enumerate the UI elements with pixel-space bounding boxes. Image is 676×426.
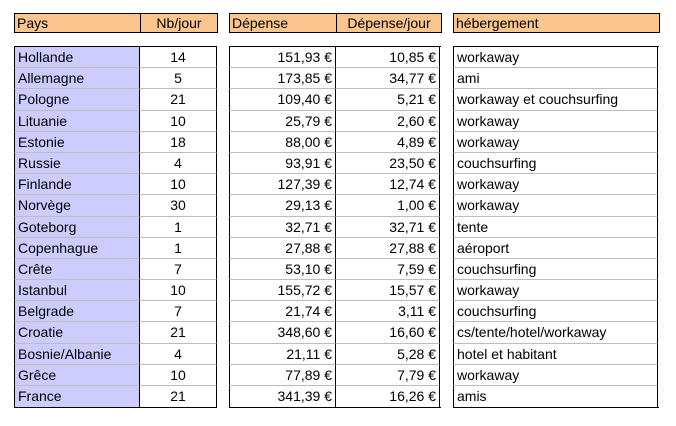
cell-nb-jour[interactable]: 10 xyxy=(140,365,217,386)
cell-depense[interactable]: 25,79 € xyxy=(229,111,336,132)
rows-middle xyxy=(229,46,441,408)
cell-depense[interactable]: 155,72 € xyxy=(229,280,336,301)
cell-depense[interactable]: 88,00 € xyxy=(229,132,336,153)
cell-depense-jour[interactable]: 4,89 € xyxy=(336,132,440,153)
cell-pays[interactable]: France xyxy=(14,386,140,407)
cell-hebergement[interactable]: workaway et couchsurfing xyxy=(453,89,658,110)
cell-hebergement[interactable]: workaway xyxy=(453,365,658,386)
cell-nb-jour[interactable]: 14 xyxy=(140,47,217,68)
cell-depense[interactable]: 21,74 € xyxy=(229,301,336,322)
cell-depense[interactable]: 29,13 € xyxy=(229,195,336,216)
header-row-right xyxy=(453,13,659,33)
cell-pays[interactable]: Istanbul xyxy=(14,280,140,301)
table-row-right xyxy=(453,259,659,280)
cell-pays[interactable]: Goteborg xyxy=(14,217,140,238)
table-row-right xyxy=(453,238,659,259)
cell-depense-jour[interactable]: 34,77 € xyxy=(336,68,440,89)
table-row-middle xyxy=(229,68,441,89)
table-row-left xyxy=(14,344,217,365)
cell-depense[interactable]: 77,89 € xyxy=(229,365,336,386)
table-row-right xyxy=(453,153,659,174)
cell-hebergement[interactable]: workaway xyxy=(453,280,658,301)
table-row-right xyxy=(453,174,659,195)
table-row-middle xyxy=(229,153,441,174)
table-row-left xyxy=(14,174,217,195)
table-row-left xyxy=(14,153,217,174)
table-row-middle xyxy=(229,259,441,280)
cell-hebergement[interactable]: couchsurfing xyxy=(453,259,658,280)
header-depense-jour[interactable]: Dépense/jour xyxy=(336,13,442,33)
cell-hebergement[interactable]: couchsurfing xyxy=(453,301,658,322)
cell-nb-jour[interactable]: 18 xyxy=(140,132,217,153)
rows-left xyxy=(14,46,217,408)
cell-pays[interactable]: Norvège xyxy=(14,195,140,216)
table-row-right xyxy=(453,386,659,407)
table-row-left xyxy=(14,217,217,238)
header-pays[interactable]: Pays xyxy=(14,13,141,33)
table-row-right xyxy=(453,217,659,238)
cell-pays[interactable]: Grêce xyxy=(14,365,140,386)
cell-hebergement[interactable]: couchsurfing xyxy=(453,153,658,174)
cell-depense-jour[interactable]: 15,57 € xyxy=(336,280,440,301)
cell-depense[interactable]: 27,88 € xyxy=(229,238,336,259)
table-row-left xyxy=(14,238,217,259)
cell-depense-jour[interactable]: 16,60 € xyxy=(336,322,440,343)
cell-pays[interactable]: Croatie xyxy=(14,322,140,343)
table-row-right xyxy=(453,280,659,301)
table-row-left xyxy=(14,111,217,132)
cell-nb-jour[interactable]: 7 xyxy=(140,301,217,322)
cell-hebergement[interactable]: workaway xyxy=(453,47,658,68)
header-depense[interactable]: Dépense xyxy=(229,13,337,33)
table-row-left xyxy=(14,301,217,322)
cell-depense[interactable]: 53,10 € xyxy=(229,259,336,280)
cell-depense-jour[interactable]: 2,60 € xyxy=(336,111,440,132)
cell-pays[interactable]: Lituanie xyxy=(14,111,140,132)
cell-pays[interactable]: Belgrade xyxy=(14,301,140,322)
hebergement-block xyxy=(453,13,659,408)
table-row-right xyxy=(453,322,659,343)
table-row-middle xyxy=(229,132,441,153)
table-row-left xyxy=(14,365,217,386)
table-row-middle xyxy=(229,174,441,195)
table-row-left xyxy=(14,132,217,153)
table-row-middle xyxy=(229,365,441,386)
table-row-right xyxy=(453,344,659,365)
cell-hebergement[interactable]: workaway xyxy=(453,174,658,195)
table-row-left xyxy=(14,68,217,89)
table-row-middle xyxy=(229,195,441,216)
table-row-left xyxy=(14,89,217,110)
table-row-left xyxy=(14,47,217,68)
header-row-left xyxy=(14,13,217,33)
table-row-right xyxy=(453,89,659,110)
cell-pays[interactable]: Finlande xyxy=(14,174,140,195)
cell-depense-jour[interactable]: 3,11 € xyxy=(336,301,440,322)
table-row-left xyxy=(14,195,217,216)
cell-nb-jour[interactable]: 10 xyxy=(140,280,217,301)
cell-depense[interactable]: 109,40 € xyxy=(229,89,336,110)
cell-pays[interactable]: Hollande xyxy=(14,47,140,68)
table-row-middle xyxy=(229,280,441,301)
table-row-right xyxy=(453,301,659,322)
cell-depense-jour[interactable]: 16,26 € xyxy=(336,386,440,407)
header-row-middle xyxy=(229,13,441,33)
cell-nb-jour[interactable]: 4 xyxy=(140,153,217,174)
depense-block xyxy=(229,13,441,408)
cell-hebergement[interactable]: amis xyxy=(453,386,658,407)
table-row-right xyxy=(453,195,659,216)
cell-depense[interactable]: 21,11 € xyxy=(229,344,336,365)
cell-depense-jour[interactable]: 5,21 € xyxy=(336,89,440,110)
cell-depense[interactable]: 127,39 € xyxy=(229,174,336,195)
table-row-middle xyxy=(229,322,441,343)
header-nb-jour[interactable]: Nb/jour xyxy=(140,13,218,33)
table-row-middle xyxy=(229,301,441,322)
cell-nb-jour[interactable]: 10 xyxy=(140,111,217,132)
cell-pays[interactable]: Allemagne xyxy=(14,68,140,89)
table-row-middle xyxy=(229,89,441,110)
cell-depense[interactable]: 348,60 € xyxy=(229,322,336,343)
cell-hebergement[interactable]: workaway xyxy=(453,111,658,132)
table-row-left xyxy=(14,259,217,280)
cell-depense-jour[interactable]: 7,79 € xyxy=(336,365,440,386)
cell-depense[interactable]: 173,85 € xyxy=(229,68,336,89)
table-row-right xyxy=(453,111,659,132)
table-row-right xyxy=(453,132,659,153)
cell-hebergement[interactable]: aéroport xyxy=(453,238,658,259)
cell-pays[interactable]: Bosnie/Albanie xyxy=(14,344,140,365)
table-row-middle xyxy=(229,111,441,132)
table-row-left xyxy=(14,280,217,301)
cell-depense-jour[interactable]: 23,50 € xyxy=(336,153,440,174)
cell-hebergement[interactable]: tente xyxy=(453,217,658,238)
cell-nb-jour[interactable]: 7 xyxy=(140,259,217,280)
cell-nb-jour[interactable]: 1 xyxy=(140,238,217,259)
table-row-middle xyxy=(229,217,441,238)
table-row-left xyxy=(14,386,217,407)
cell-nb-jour[interactable]: 21 xyxy=(140,386,217,407)
cell-pays[interactable]: Crête xyxy=(14,259,140,280)
cell-pays[interactable]: Estonie xyxy=(14,132,140,153)
cell-depense-jour[interactable]: 12,74 € xyxy=(336,174,440,195)
cell-nb-jour[interactable]: 30 xyxy=(140,195,217,216)
cell-depense-jour[interactable]: 5,28 € xyxy=(336,344,440,365)
table-row-middle xyxy=(229,344,441,365)
cell-depense-jour[interactable]: 10,85 € xyxy=(336,47,440,68)
pays-nbjour-block xyxy=(14,13,217,408)
cell-hebergement[interactable]: workaway xyxy=(453,132,658,153)
cell-hebergement[interactable]: ami xyxy=(453,68,658,89)
cell-hebergement[interactable]: hotel et habitant xyxy=(453,344,658,365)
cell-depense-jour[interactable]: 1,00 € xyxy=(336,195,440,216)
rows-right xyxy=(453,46,659,408)
cell-nb-jour[interactable]: 5 xyxy=(140,68,217,89)
cell-pays[interactable]: Russie xyxy=(14,153,140,174)
header-hebergement[interactable]: hébergement xyxy=(453,13,660,33)
cell-depense[interactable]: 151,93 € xyxy=(229,47,336,68)
cell-nb-jour[interactable]: 21 xyxy=(140,89,217,110)
cell-depense-jour[interactable]: 27,88 € xyxy=(336,238,440,259)
cell-hebergement[interactable]: cs/tente/hotel/workaway xyxy=(453,322,658,343)
cell-nb-jour[interactable]: 4 xyxy=(140,344,217,365)
cell-nb-jour[interactable]: 10 xyxy=(140,174,217,195)
table-row-middle xyxy=(229,386,441,407)
cell-nb-jour[interactable]: 21 xyxy=(140,322,217,343)
cell-depense-jour[interactable]: 7,59 € xyxy=(336,259,440,280)
cell-hebergement[interactable]: workaway xyxy=(453,195,658,216)
cell-depense[interactable]: 32,71 € xyxy=(229,217,336,238)
table-row-right xyxy=(453,365,659,386)
table-row-right xyxy=(453,68,659,89)
table-row-middle xyxy=(229,238,441,259)
table-row-right xyxy=(453,47,659,68)
table-row-left xyxy=(14,322,217,343)
cell-depense-jour[interactable]: 32,71 € xyxy=(336,217,440,238)
cell-depense[interactable]: 341,39 € xyxy=(229,386,336,407)
table-row-middle xyxy=(229,47,441,68)
cell-pays[interactable]: Copenhague xyxy=(14,238,140,259)
cell-depense[interactable]: 93,91 € xyxy=(229,153,336,174)
cell-nb-jour[interactable]: 1 xyxy=(140,217,217,238)
cell-pays[interactable]: Pologne xyxy=(14,89,140,110)
